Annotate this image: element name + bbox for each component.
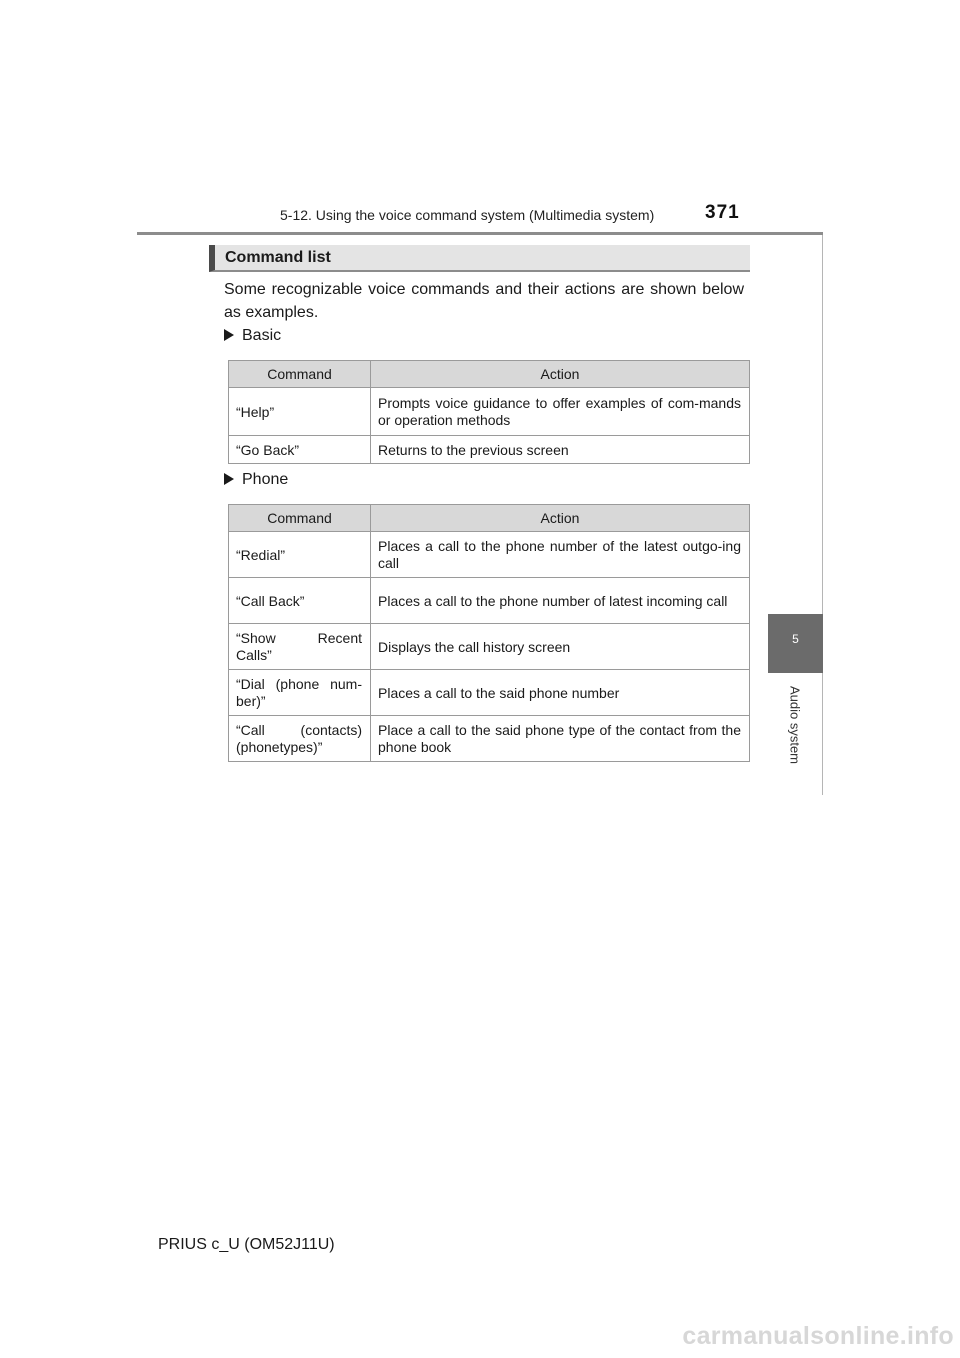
command-cell: “Go Back”	[229, 436, 371, 464]
table-row	[229, 716, 750, 762]
command-cell: “Show Recent Calls”	[229, 624, 371, 670]
table-row	[229, 532, 750, 578]
action-cell: Returns to the previous screen	[371, 436, 750, 464]
basic-subheading	[224, 327, 281, 345]
action-cell: Places a call to the phone number of latest incoming call	[371, 578, 750, 624]
column-header-command: Command	[229, 361, 371, 388]
section-heading-text: Command list	[225, 249, 331, 266]
phone-command-table	[228, 504, 750, 762]
action-cell: Displays the call history screen	[371, 624, 750, 670]
chapter-title: 5-12. Using the voice command system (Multimedia system)	[280, 207, 655, 223]
page-number: 371	[705, 202, 740, 223]
arrow-right-icon	[224, 473, 234, 485]
table-row	[229, 670, 750, 716]
command-cell: “Dial (phone num-ber)”	[229, 670, 371, 716]
table-header-row	[229, 361, 750, 388]
intro-paragraph: Some recognizable voice commands and their actions are shown below as examples.	[224, 281, 744, 321]
section-heading	[209, 245, 750, 272]
phone-subheading-text: Phone	[242, 471, 289, 488]
table-header-row	[229, 505, 750, 532]
chapter-tab-label: Audio system	[787, 685, 803, 765]
table-row	[229, 436, 750, 464]
chapter-tab[interactable]	[768, 614, 823, 673]
watermark: carmanualsonline.info	[682, 1322, 954, 1350]
table-row	[229, 388, 750, 436]
basic-subheading-text: Basic	[242, 327, 282, 344]
chapter-tab-number: 5	[792, 632, 799, 646]
action-cell: Places a call to the said phone number	[371, 670, 750, 716]
basic-command-table	[228, 360, 750, 464]
arrow-right-icon	[224, 329, 234, 341]
header-divider	[137, 232, 823, 235]
model-code: PRIUS c_U (OM52J11U)	[158, 1236, 335, 1253]
command-cell: “Redial”	[229, 532, 371, 578]
side-divider	[822, 235, 823, 795]
table-row	[229, 624, 750, 670]
action-cell: Place a call to the said phone type of the contact from the phone book	[371, 716, 750, 762]
column-header-action: Action	[371, 505, 750, 532]
command-cell: “Call (contacts) (phonetypes)”	[229, 716, 371, 762]
column-header-action: Action	[371, 361, 750, 388]
action-cell: Places a call to the phone number of the latest outgo-ing call	[371, 532, 750, 578]
command-cell: “Help”	[229, 388, 371, 436]
column-header-command: Command	[229, 505, 371, 532]
action-cell: Prompts voice guidance to offer examples of com-mands or operation methods	[371, 388, 750, 436]
command-cell: “Call Back”	[229, 578, 371, 624]
table-row	[229, 578, 750, 624]
phone-subheading	[224, 471, 288, 489]
